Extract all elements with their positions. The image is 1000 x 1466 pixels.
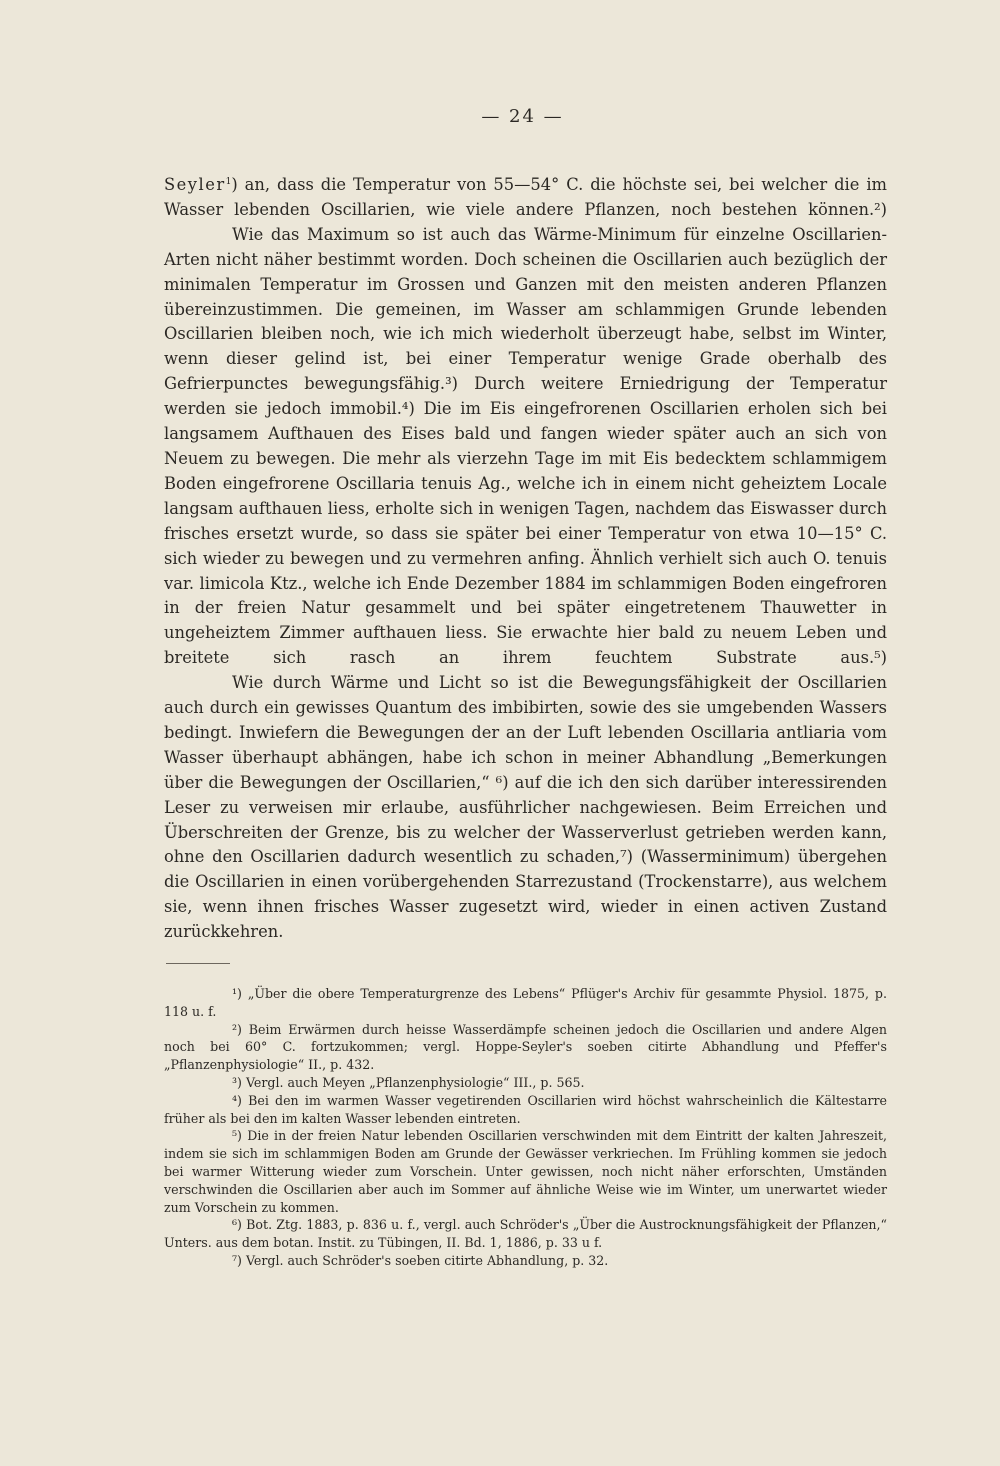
footnote-7: ⁷) Vergl. auch Schröder's soeben citirte Abhandlung, p. 32. (232, 1252, 609, 1268)
footnote-6: ⁶) Bot. Ztg. 1883, p. 836 u. f., vergl. auch Schröder's „Über die Austrocknungsfähigkeit der Pflanzen,“ Unters. aus dem botan. Instit. zu Tübingen, II. Bd. 1, 1886, p. 33 u f. (164, 1217, 887, 1251)
footnote-5: ⁵) Die in der freien Natur lebenden Oscillarien verschwinden mit dem Eintritt der kalten Jahreszeit, indem sie sich im schlammigen Boden am Grunde der Gewässer verkriechen. Im Frühling kommen sie jedoch bei warmer Witterung wieder zum Vorschein. Unter gewissen, noch nicht näher erforschten, Umständen verschwinden die Oscillarien aber auch im Sommer auf ähnliche Weise wie im Winter, um unerwartet wieder zum Vorschein zu kommen. (164, 1128, 887, 1215)
footnotes (164, 985, 887, 1270)
paragraph-1 (164, 173, 887, 223)
footnote-4: ⁴) Bei den im warmen Wasser vegetirenden Oscillarien wird höchst wahrscheinlich die Kältestarre früher als bei den im kalten Wasser lebenden eintreten. (164, 1092, 887, 1126)
paragraph-3: Wie durch Wärme und Licht so ist die Bewegungsfähigkeit der Oscillarien auch durch ein gewisses Quantum des imbibirten, sowie des sie umgebenden Wassers bedingt. Inwiefern die Bewegungen der an der Luft lebenden Oscillaria antliaria vom Wasser überhaupt abhängen, habe ich schon in meiner Abhandlung „Bemerkungen über die Bewegungen der Oscillarien,“ ⁶) auf die ich den sich darüber interessirenden Leser zu verweisen mir erlaube, ausführlicher nachgewiesen. Beim Erreichen und Überschreiten der Grenze, bis zu welcher der Wasserverlust getrieben werden kann, ohne den Oscillarien dadurch wesentlich zu schaden,⁷) (Wasserminimum) übergehen die Oscillarien in einen vorübergehenden Starrezustand (Trockenstarre), aus welchem sie, wenn ihnen frisches Wasser zugesetzt wird, wieder in einen activen Zustand zurückkehren. (164, 673, 887, 942)
footnote-separator (166, 963, 230, 964)
footnote-ref: 1 (225, 177, 232, 187)
main-text (164, 173, 887, 945)
page-number: — 24 — (481, 106, 564, 127)
author-name: Seyler (164, 175, 226, 194)
footnote-1: ¹) „Über die obere Temperaturgrenze des Lebens“ Pflüger's Archiv für gesammte Physiol. 1875, p. 118 u. f. (164, 986, 887, 1019)
paragraph-text: ) an, dass die Temperatur von 55—54° C. die höchste sei, bei welcher die im Wasser lebenden Oscillarien, wie viele andere Pflanzen, noch bestehen können.²) (164, 175, 887, 219)
footnote-3: ³) Vergl. auch Meyen „Pflanzenphysiologie“ III., p. 565. (232, 1074, 585, 1090)
footnote-2: ²) Beim Erwärmen durch heisse Wasserdämpfe scheinen jedoch die Oscillarien und andere Algen noch bei 60° C. fortzukommen; vergl. Hoppe-Seyler's soeben citirte Abhandlung und Pfeffer's „Pflanzenphysiologie“ II., p. 432. (164, 1021, 887, 1073)
paragraph-2: Wie das Maximum so ist auch das Wärme-Minimum für einzelne Oscillarien-Arten nicht näher bestimmt worden. Doch scheinen die Oscillarien auch bezüglich der minimalen Temperatur im Grossen und Ganzen mit den meisten anderen Pflanzen übereinzustimmen. Die gemeinen, im Wasser am schlammigen Grunde lebenden Oscillarien bleiben noch, wie ich mich wiederholt überzeugt habe, selbst im Winter, wenn dieser gelind ist, bei einer Temperatur wenige Grade oberhalb des Gefrierpunctes bewegungsfähig.³) Durch weitere Erniedrigung der Temperatur werden sie jedoch immobil.⁴) Die im Eis eingefrorenen Oscillarien erholen sich bei langsamem Aufthauen des Eises bald und fangen wieder später auch an sich von Neuem zu bewegen. Die mehr als vierzehn Tage im mit Eis bedecktem schlammigem Boden eingefrorene Oscillaria tenuis Ag., welche ich in einem nicht geheiztem Locale langsam aufthauen liess, erholte sich in wenigen Tagen, nachdem das Eiswasser durch frisches ersetzt wurde, so dass sie später bei einer Temperatur von etwa 10—15° C. sich wieder zu bewegen und zu vermehren anfing. Ähnlich verhielt sich auch O. tenuis var. limicola Ktz., welche ich Ende Dezember 1884 im schlammigen Boden eingefroren in der freien Natur gesammelt und bei später eingetretenem Thauwetter in ungeheiztem Zimmer aufthauen liess. Sie erwachte hier bald zu neuem Leben und breitete sich rasch an ihrem feuchtem Substrate aus.⁵) (164, 224, 887, 668)
